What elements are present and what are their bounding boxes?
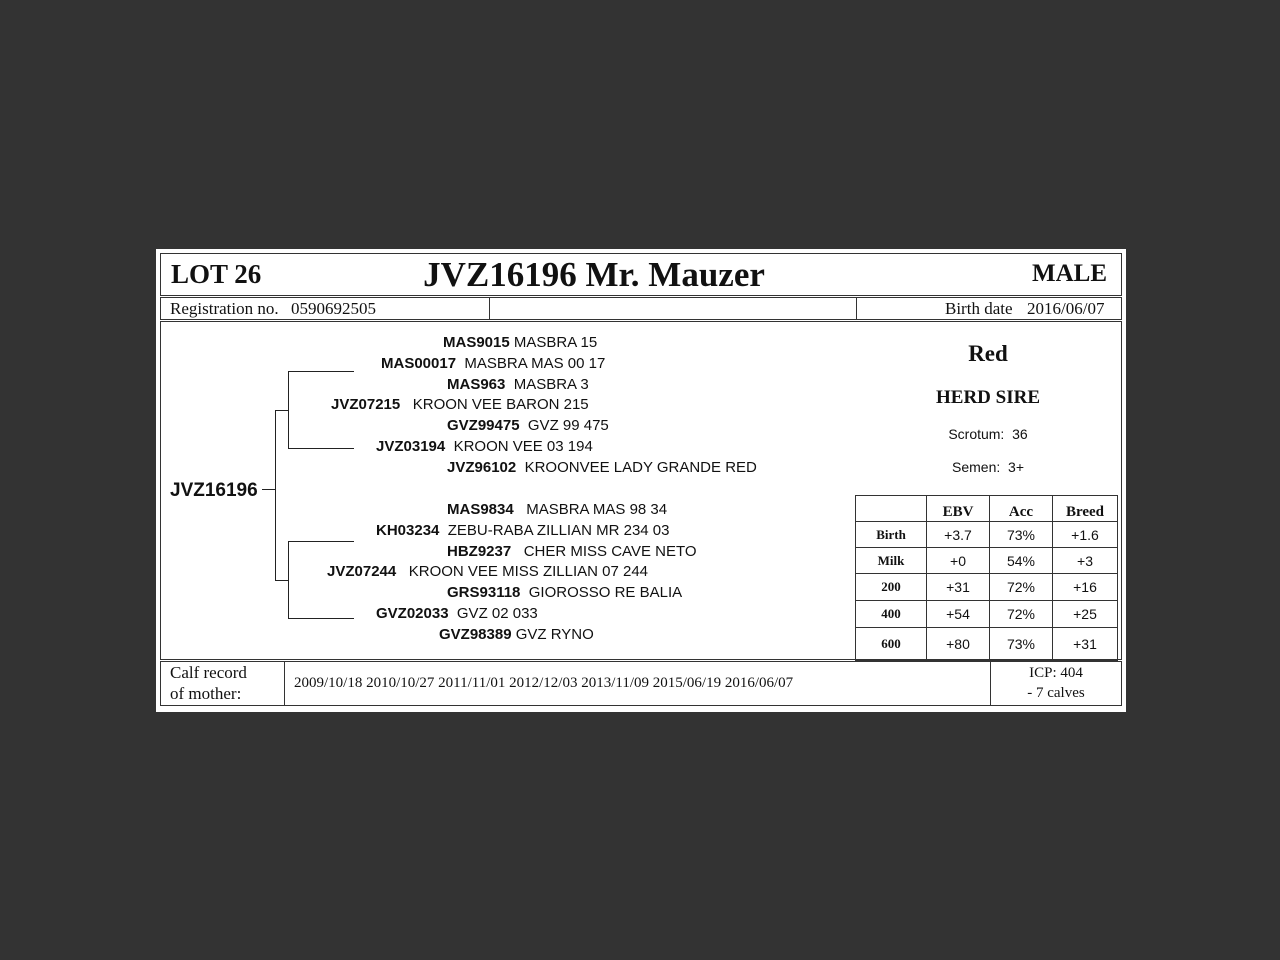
row-label: 200 bbox=[856, 574, 927, 601]
calf-record-label-line1: Calf record bbox=[170, 663, 247, 682]
animal-name: GVZ 02 033 bbox=[456, 605, 538, 622]
scrotum-row bbox=[856, 426, 1120, 442]
color-label: Red bbox=[968, 341, 1008, 366]
breed-value: +1.6 bbox=[1053, 522, 1118, 548]
animal-code: MAS00017 bbox=[381, 355, 457, 372]
animal-name: MASBRA MAS 98 34 bbox=[526, 501, 668, 518]
row-label: Birth bbox=[856, 522, 927, 548]
animal-name: ZEBU-RABA ZILLIAN MR 234 03 bbox=[447, 522, 670, 539]
sire-bracket bbox=[288, 371, 289, 448]
sex-label: MALE bbox=[1032, 260, 1107, 287]
ebv-value: +80 bbox=[927, 628, 990, 661]
pedigree-dam bbox=[327, 563, 648, 580]
breed-value: +25 bbox=[1053, 601, 1118, 628]
sire-sire-line bbox=[288, 371, 354, 372]
animal-name: MASBRA 15 bbox=[513, 334, 598, 351]
pedigree-dam-dam-dam bbox=[439, 626, 594, 643]
pedigree-sire-dam bbox=[376, 438, 593, 455]
acc-value: 73% bbox=[990, 522, 1053, 548]
lot-number: LOT 26 bbox=[171, 259, 262, 289]
registration-label: Registration no. bbox=[170, 299, 279, 318]
ebv-value: +54 bbox=[927, 601, 990, 628]
table-row bbox=[856, 548, 1118, 574]
animal-name: KROON VEE BARON 215 bbox=[412, 396, 589, 413]
icp-value: ICP: 404 bbox=[1029, 665, 1083, 681]
animal-title: JVZ16196 Mr. Mauzer bbox=[423, 255, 765, 294]
row-label: Milk bbox=[856, 548, 927, 574]
status-label: HERD SIRE bbox=[936, 387, 1040, 408]
pedigree-dam-dam bbox=[376, 605, 538, 622]
animal-code: JVZ07244 bbox=[327, 563, 397, 580]
semen-row bbox=[856, 459, 1120, 475]
row-label: 400 bbox=[856, 601, 927, 628]
dam-sire-line bbox=[288, 541, 354, 542]
pedigree-sire-sire-dam bbox=[447, 376, 589, 393]
acc-value: 54% bbox=[990, 548, 1053, 574]
pedigree-dam-sire bbox=[376, 522, 669, 539]
animal-code: JVZ96102 bbox=[447, 459, 517, 476]
animal-code: GVZ02033 bbox=[376, 605, 449, 622]
breed-value: +3 bbox=[1053, 548, 1118, 574]
animal-name: MASBRA MAS 00 17 bbox=[464, 355, 606, 372]
table-header-row bbox=[856, 496, 1118, 522]
animal-code: JVZ03194 bbox=[376, 438, 446, 455]
table-row bbox=[856, 601, 1118, 628]
sire-dam-line bbox=[288, 448, 354, 449]
ebv-value: +3.7 bbox=[927, 522, 990, 548]
animal-code: MAS963 bbox=[447, 376, 506, 393]
table-row bbox=[856, 628, 1118, 661]
table-row bbox=[856, 574, 1118, 601]
animal-name: KROONVEE LADY GRANDE RED bbox=[524, 459, 757, 476]
table-row bbox=[856, 522, 1118, 548]
animal-name: GVZ RYNO bbox=[515, 626, 594, 643]
animal-code: KH03234 bbox=[376, 522, 440, 539]
animal-name: MASBRA 3 bbox=[513, 376, 589, 393]
pedigree-dam-sire-sire bbox=[447, 501, 667, 518]
animal-name: GIOROSSO RE BALIA bbox=[528, 584, 683, 601]
breed-value: +16 bbox=[1053, 574, 1118, 601]
acc-value: 72% bbox=[990, 601, 1053, 628]
main-bracket bbox=[275, 410, 276, 580]
dam-tick bbox=[275, 580, 288, 581]
header-acc: Acc bbox=[990, 496, 1053, 522]
scrotum-label: Scrotum: bbox=[948, 426, 1005, 442]
ebv-value: +0 bbox=[927, 548, 990, 574]
ebv-value: +31 bbox=[927, 574, 990, 601]
acc-value: 73% bbox=[990, 628, 1053, 661]
scrotum-value: 36 bbox=[1012, 426, 1028, 442]
animal-name: KROON VEE 03 194 bbox=[453, 438, 593, 455]
dam-dam-line bbox=[288, 618, 354, 619]
pedigree-sire-sire-sire bbox=[443, 334, 597, 351]
sire-tick bbox=[275, 410, 288, 411]
subject-code: JVZ16196 bbox=[170, 480, 258, 501]
pedigree-dam-sire-dam bbox=[447, 543, 697, 560]
acc-value: 72% bbox=[990, 574, 1053, 601]
pedigree-dam-dam-sire bbox=[447, 584, 682, 601]
animal-name: GVZ 99 475 bbox=[527, 417, 609, 434]
animal-name: CHER MISS CAVE NETO bbox=[523, 543, 697, 560]
animal-code: GVZ99475 bbox=[447, 417, 520, 434]
header-ebv: EBV bbox=[927, 496, 990, 522]
ebv-table bbox=[855, 495, 1118, 661]
calves-count: - 7 calves bbox=[1027, 685, 1085, 701]
dam-bracket bbox=[288, 541, 289, 618]
birth-date-value: 2016/06/07 bbox=[1027, 299, 1105, 318]
subject-connector bbox=[262, 489, 275, 490]
header-breed: Breed bbox=[1053, 496, 1118, 522]
calf-record-label-line2: of mother: bbox=[170, 684, 242, 703]
animal-code: GRS93118 bbox=[447, 584, 521, 601]
animal-name: KROON VEE MISS ZILLIAN 07 244 bbox=[408, 563, 649, 580]
animal-code: MAS9834 bbox=[447, 501, 514, 518]
birth-date-label: Birth date bbox=[945, 299, 1013, 318]
semen-value: 3+ bbox=[1008, 459, 1024, 475]
pedigree-sire-dam-sire bbox=[447, 417, 609, 434]
semen-label: Semen: bbox=[952, 459, 1001, 475]
blank-box bbox=[489, 297, 857, 320]
breed-value: +31 bbox=[1053, 628, 1118, 661]
animal-code: JVZ07215 bbox=[331, 396, 401, 413]
animal-code: HBZ9237 bbox=[447, 543, 512, 560]
calf-record-dates: 2009/10/18 2010/10/27 2011/11/01 2012/12/03 2013/11/09 2015/06/19 2016/06/07 bbox=[294, 675, 794, 691]
empty-header-cell bbox=[856, 496, 927, 522]
pedigree-sire bbox=[331, 396, 589, 413]
pedigree-sire-dam-dam bbox=[447, 459, 757, 476]
pedigree-sire-sire bbox=[381, 355, 605, 372]
row-label: 600 bbox=[856, 628, 927, 661]
animal-code: MAS9015 bbox=[443, 334, 510, 351]
lot-card bbox=[156, 249, 1126, 712]
animal-code: GVZ98389 bbox=[439, 626, 512, 643]
registration-number: 0590692505 bbox=[291, 299, 376, 318]
